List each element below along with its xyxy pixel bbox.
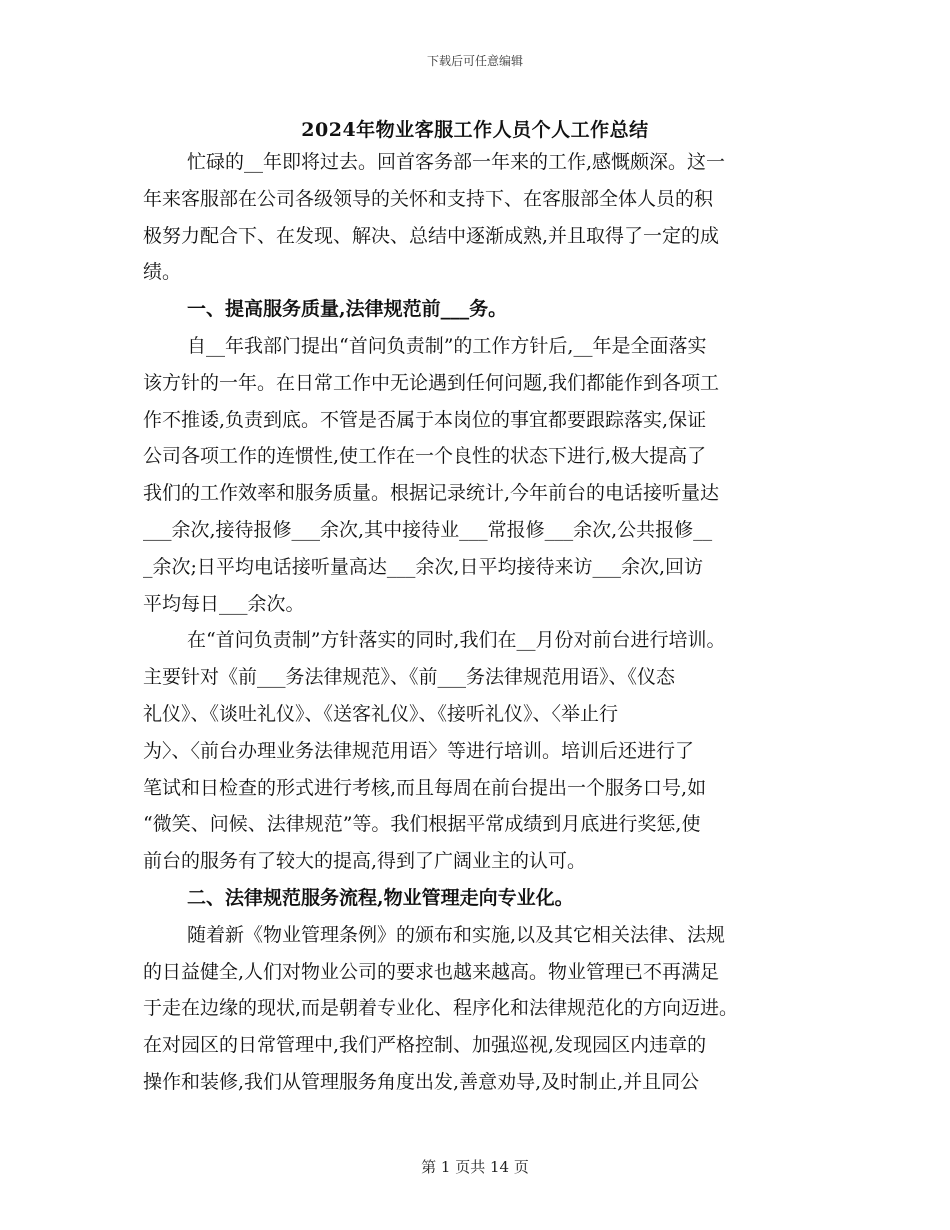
document-title: 2024年物业客服工作人员个人工作总结	[301, 119, 649, 141]
body-text-line: 忙碌的__年即将过去。回首客务部一年来的工作,感慨颇深。这一	[187, 151, 726, 173]
body-text-line: _余次;日平均电话接听量高达___余次,日平均接待来访___余次,回访	[143, 555, 703, 578]
body-text-line: 为〉、〈前台办理业务法律规范用语〉等进行培训。培训后还进行了	[143, 739, 695, 762]
body-text-line: 平均每日___余次。	[143, 592, 305, 615]
section-heading: 一、提高服务质量,法律规范前___务。	[187, 298, 508, 321]
body-text-line: 主要针对《前___务法律规范》、《前___务法律规范用语》、《仪态	[143, 666, 676, 689]
body-text-line: 操作和装修,我们从管理服务角度出发,善意劝导,及时制止,并且同公	[143, 1070, 700, 1093]
body-text-line: 极努力配合下、在发现、解决、总结中逐渐成熟,并且取得了一定的成	[143, 224, 720, 247]
body-text-line: 笔试和日检查的形式进行考核,而且每周在前台提出一个服务口号,如	[143, 776, 707, 799]
body-text-line: 我们的工作效率和服务质量。根据记录统计,今年前台的电话接听量达	[143, 482, 720, 505]
body-text-line: “微笑、问候、法律规范”等。我们根据平常成绩到月底进行奖惩,使	[143, 813, 701, 836]
body-text-line: 前台的服务有了较大的提高,得到了广阔业主的认可。	[143, 850, 587, 873]
body-text-line: 该方针的一年。在日常工作中无论遇到任何问题,我们都能作到各项工	[143, 371, 720, 394]
body-text-line: 的日益健全,人们对物业公司的要求也越来越高。物业管理已不再满足	[143, 960, 720, 983]
body-text-line: 自__年我部门提出“首问负责制”的工作方针后,__年是全面落实	[187, 334, 707, 357]
body-text-line: 公司各项工作的连惯性,使工作在一个良性的状态下进行,极大提高了	[143, 445, 707, 468]
section-heading: 二、法律规范服务流程,物业管理走向专业化。	[187, 886, 574, 909]
body-text-line: 礼仪》、《谈吐礼仪》、《送客礼仪》、《接听礼仪》、〈举止行	[143, 702, 619, 725]
page-number-footer: 第 1 页共 14 页	[421, 1158, 529, 1176]
body-text-line: 作不推诿,负责到底。不管是否属于本岗位的事宜都要跟踪落实,保证	[143, 408, 707, 431]
body-text-line: 年来客服部在公司各级领导的关怀和支持下、在客服部全体人员的积	[143, 187, 714, 210]
body-text-line: ___余次,接待报修___余次,其中接待业___常报修___余次,公共报修__	[143, 518, 713, 541]
body-text-line: 在对园区的日常管理中,我们严格控制、加强巡视,发现园区内违章的	[143, 1034, 707, 1057]
body-text-line: 随着新《物业管理条例》的颁布和实施,以及其它相关法律、法规	[187, 923, 726, 946]
header-note: 下载后可任意编辑	[426, 54, 523, 68]
document-body	[143, 144, 813, 1101]
body-text-line: 绩。	[143, 261, 182, 284]
body-text-line: 于走在边缘的现状,而是朝着专业化、程序化和法律规范化的方向迈进。	[143, 997, 739, 1020]
body-text-line: 在“首问负责制”方针落实的同时,我们在__月份对前台进行培训。	[187, 629, 726, 652]
